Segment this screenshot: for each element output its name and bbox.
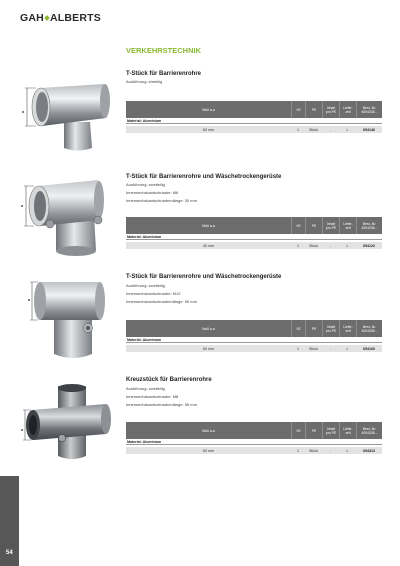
product-spec: Innensechskantschraube: M10 <box>126 291 181 296</box>
product-spec: Ausführung: zweiteilig <box>126 386 165 391</box>
brand-dot <box>44 15 50 21</box>
material-row: Material: Aluminium <box>126 337 382 343</box>
col-best-l2: 4004336... <box>361 328 378 333</box>
table-row <box>126 447 382 454</box>
table-header <box>126 422 382 439</box>
col-inhalt-l2: pro PE <box>325 328 337 333</box>
product-title: T-Stück für Barrierenrohre <box>126 71 202 77</box>
col-best-l2: 4004336... <box>361 109 378 114</box>
col-best <box>356 320 382 337</box>
table-row <box>126 345 382 352</box>
product-title: T-Stück für Barrierenrohre und Wäschetrockengerüste <box>126 274 282 280</box>
product-spec: Innensechskantschraubenlänge: 55 mm <box>126 299 197 304</box>
col-inhalt <box>322 422 339 439</box>
cell-article-number: 654122 <box>363 243 375 248</box>
col-liefer <box>339 320 356 337</box>
col-liefer-l1: Liefer- <box>343 324 353 329</box>
dimension-label: a <box>21 203 24 208</box>
col-best-l1: Best.-Nr. <box>362 221 377 226</box>
col-inhalt-l1: Inhalt <box>326 426 336 431</box>
cell-liefer: L <box>346 448 349 453</box>
col-best <box>356 217 382 234</box>
col-liefer-l1: Liefer- <box>343 221 353 226</box>
col-best-l2: 4004336... <box>361 225 378 230</box>
col-liefer <box>339 422 356 439</box>
col-best-l1: Best.-Nr. <box>362 105 377 110</box>
cell-liefer: L <box>346 346 349 351</box>
col-pe: PE <box>305 101 322 118</box>
col-liefer-l2: zeit <box>345 430 351 435</box>
col-inhalt <box>322 101 339 118</box>
col-ve: VE <box>291 101 305 118</box>
product-spec: Innensechskantschraubenlänge: 30 mm <box>126 198 197 203</box>
col-best <box>356 101 382 118</box>
cell-pe: Stück <box>309 346 318 351</box>
dimension-label: a <box>22 109 25 114</box>
col-best-l2: 4004336... <box>361 430 378 435</box>
cell-article-number: 654160 <box>363 346 375 351</box>
col-inhalt-l1: Inhalt <box>326 221 336 226</box>
product-spec: Ausführung: einteilig <box>126 79 163 84</box>
col-mass: Maß a-a <box>202 107 215 112</box>
product-spec: Innensechskantschraubenlänge: 55 mm <box>126 402 197 407</box>
table-header <box>126 101 382 118</box>
table-header <box>126 320 382 337</box>
cell-pe: Stück <box>309 127 318 132</box>
cell-mass: 40 mm <box>203 243 214 248</box>
col-ve: VE <box>291 217 305 234</box>
product-title: Kreuzstück für Barrierenrohre <box>126 377 212 383</box>
cell-mass: 60 mm <box>203 127 214 132</box>
col-best-l1: Best.-Nr. <box>362 324 377 329</box>
col-pe: PE <box>305 320 322 337</box>
material-row: Material: Aluminium <box>126 118 382 124</box>
col-inhalt-l1: Inhalt <box>326 105 336 110</box>
cell-pe: Stück <box>309 243 318 248</box>
col-liefer-l2: zeit <box>345 109 351 114</box>
dimension-label: a <box>28 297 31 302</box>
cell-mass: 60 mm <box>203 448 214 453</box>
table-row <box>126 126 382 133</box>
col-best-l1: Best.-Nr. <box>362 426 377 431</box>
product-spec: Innensechskantschraube: M6 <box>126 190 179 195</box>
col-liefer-l2: zeit <box>345 225 351 230</box>
col-pe: PE <box>305 217 322 234</box>
cell-ve: 1 <box>297 346 299 351</box>
col-inhalt-l2: pro PE <box>325 109 337 114</box>
col-best <box>356 422 382 439</box>
section-title: VERKEHRSTECHNIK <box>126 46 202 55</box>
cell-article-number: 654146 <box>363 127 375 132</box>
product-spec: Ausführung: zweiteilig <box>126 283 165 288</box>
product-title: T-Stück für Barrierenrohre und Wäschetrockengerüste <box>126 174 282 180</box>
tee-fitting-two-piece-image <box>24 176 114 260</box>
table-row <box>126 242 382 249</box>
col-mass: Maß a-a <box>202 428 215 433</box>
brand-logo <box>20 12 101 24</box>
col-liefer <box>339 217 356 234</box>
material-row: Material: Aluminium <box>126 439 382 445</box>
col-mass: Maß a-a <box>202 326 215 331</box>
col-pe: PE <box>305 422 322 439</box>
col-mass: Maß a-a <box>202 223 215 228</box>
dimension-label: a <box>21 427 24 432</box>
col-inhalt-l1: Inhalt <box>326 324 336 329</box>
table-header <box>126 217 382 234</box>
material-row: Material: Aluminium <box>126 234 382 240</box>
brand-name-part1: GAH <box>20 12 44 24</box>
col-liefer-l2: zeit <box>345 328 351 333</box>
cell-inhalt: - <box>329 243 332 248</box>
col-liefer-l1: Liefer- <box>343 426 353 431</box>
cell-inhalt: - <box>329 448 332 453</box>
col-inhalt-l2: pro PE <box>325 430 337 435</box>
col-inhalt <box>322 217 339 234</box>
col-inhalt-l2: pro PE <box>325 225 337 230</box>
cell-pe: Stück <box>309 448 318 453</box>
cell-inhalt: - <box>329 346 332 351</box>
cell-ve: 1 <box>297 448 299 453</box>
cell-ve: 1 <box>297 127 299 132</box>
cell-liefer: L <box>346 127 349 132</box>
page-number: 54 <box>6 550 13 556</box>
product-spec: Innensechskantschraube: M8 <box>126 394 179 399</box>
cell-mass: 60 mm <box>203 346 214 351</box>
cell-liefer: L <box>346 243 349 248</box>
cell-inhalt: - <box>329 127 332 132</box>
cell-article-number: 654313 <box>363 448 375 453</box>
brand-name-part2: ALBERTS <box>49 12 101 24</box>
tee-fitting-one-piece-image <box>24 82 116 154</box>
tee-fitting-m10-image <box>30 278 110 362</box>
cell-ve: 1 <box>297 243 299 248</box>
col-liefer <box>339 101 356 118</box>
col-liefer-l1: Liefer- <box>343 105 353 110</box>
product-spec: Ausführung: zweiteilig <box>126 182 165 187</box>
cross-fitting-image <box>22 380 114 464</box>
col-inhalt <box>322 320 339 337</box>
col-ve: VE <box>291 320 305 337</box>
col-ve: VE <box>291 422 305 439</box>
